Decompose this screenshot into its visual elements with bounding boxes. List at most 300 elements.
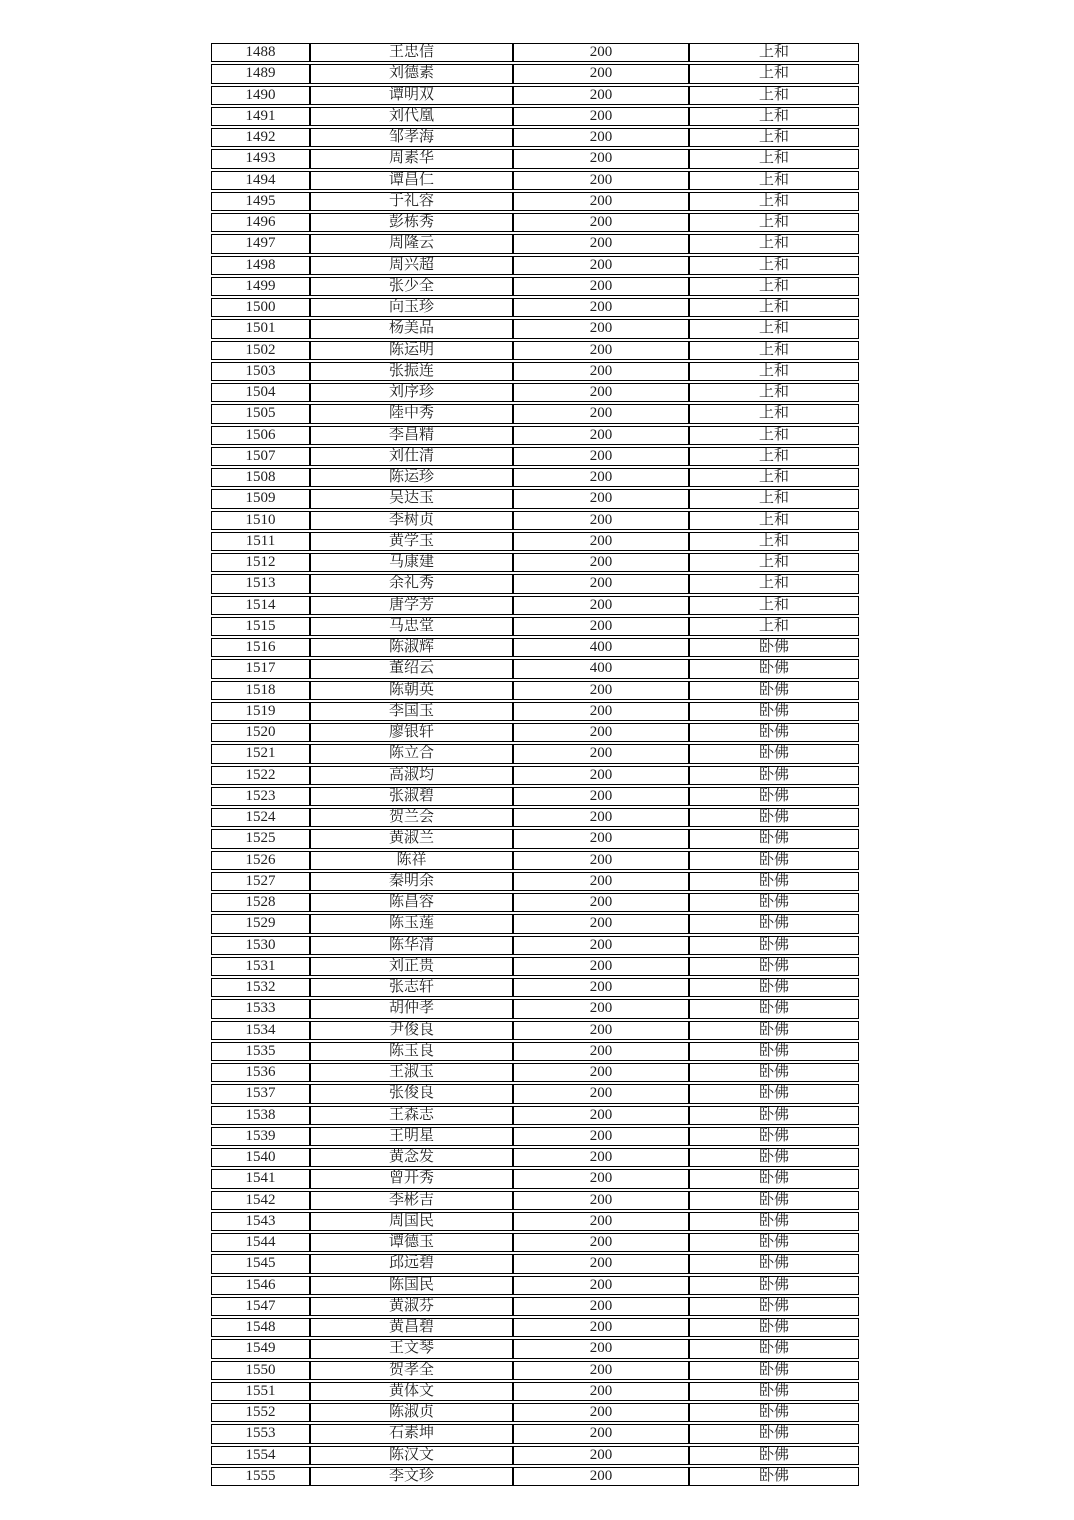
amount-cell: 200 — [513, 213, 689, 232]
location-cell: 卧佛 — [689, 1233, 859, 1252]
name-cell: 尹俊良 — [310, 1021, 513, 1040]
table-row — [211, 659, 859, 678]
location-cell: 卧佛 — [689, 1403, 859, 1422]
table-row — [211, 1297, 859, 1316]
serial-cell: 1519 — [211, 702, 310, 721]
location-cell: 上和 — [689, 171, 859, 190]
amount-cell: 200 — [513, 1361, 689, 1380]
location-cell: 卧佛 — [689, 702, 859, 721]
amount-cell: 200 — [513, 511, 689, 530]
amount-cell: 200 — [513, 447, 689, 466]
name-cell: 周国民 — [310, 1212, 513, 1231]
location-cell: 上和 — [689, 234, 859, 253]
serial-cell: 1550 — [211, 1361, 310, 1380]
location-cell: 卧佛 — [689, 872, 859, 891]
serial-cell: 1521 — [211, 744, 310, 763]
table-row — [211, 1467, 859, 1486]
location-cell: 卧佛 — [689, 1063, 859, 1082]
serial-cell: 1503 — [211, 362, 310, 381]
location-cell: 卧佛 — [689, 1042, 859, 1061]
amount-cell: 200 — [513, 1254, 689, 1273]
amount-cell: 200 — [513, 787, 689, 806]
location-cell: 卧佛 — [689, 1084, 859, 1103]
amount-cell: 200 — [513, 1063, 689, 1082]
table-row — [211, 319, 859, 338]
location-cell: 卧佛 — [689, 851, 859, 870]
amount-cell: 200 — [513, 468, 689, 487]
name-cell: 马忠堂 — [310, 617, 513, 636]
name-cell: 王文琴 — [310, 1339, 513, 1358]
location-cell: 上和 — [689, 192, 859, 211]
amount-cell: 200 — [513, 1106, 689, 1125]
serial-cell: 1513 — [211, 574, 310, 593]
amount-cell: 200 — [513, 1424, 689, 1443]
amount-cell: 200 — [513, 128, 689, 147]
serial-cell: 1524 — [211, 808, 310, 827]
name-cell: 王忠信 — [310, 43, 513, 62]
name-cell: 陈立合 — [310, 744, 513, 763]
serial-cell: 1518 — [211, 681, 310, 700]
serial-cell: 1527 — [211, 872, 310, 891]
location-cell: 卧佛 — [689, 808, 859, 827]
table-row — [211, 1276, 859, 1295]
location-cell: 卧佛 — [689, 1297, 859, 1316]
location-cell: 上和 — [689, 574, 859, 593]
name-cell: 董绍云 — [310, 659, 513, 678]
name-cell: 陈运明 — [310, 341, 513, 360]
name-cell: 黄念发 — [310, 1148, 513, 1167]
serial-cell: 1507 — [211, 447, 310, 466]
location-cell: 卧佛 — [689, 914, 859, 933]
location-cell: 卧佛 — [689, 1106, 859, 1125]
location-cell: 卧佛 — [689, 766, 859, 785]
table-row — [211, 511, 859, 530]
location-cell: 卧佛 — [689, 1318, 859, 1337]
location-cell: 卧佛 — [689, 1446, 859, 1465]
name-cell: 秦明余 — [310, 872, 513, 891]
table-row — [211, 893, 859, 912]
table-row — [211, 681, 859, 700]
location-cell: 上和 — [689, 64, 859, 83]
amount-cell: 200 — [513, 86, 689, 105]
location-cell: 上和 — [689, 532, 859, 551]
table-row — [211, 596, 859, 615]
amount-cell: 200 — [513, 914, 689, 933]
serial-cell: 1499 — [211, 277, 310, 296]
name-cell: 石素坤 — [310, 1424, 513, 1443]
serial-cell: 1549 — [211, 1339, 310, 1358]
table-row — [211, 851, 859, 870]
location-cell: 上和 — [689, 149, 859, 168]
amount-cell: 200 — [513, 426, 689, 445]
amount-cell: 200 — [513, 404, 689, 423]
location-cell: 上和 — [689, 277, 859, 296]
name-cell: 曾开秀 — [310, 1169, 513, 1188]
name-cell: 唐学芳 — [310, 596, 513, 615]
amount-cell: 200 — [513, 702, 689, 721]
serial-cell: 1488 — [211, 43, 310, 62]
serial-cell: 1533 — [211, 999, 310, 1018]
table-row — [211, 1084, 859, 1103]
table-body — [211, 43, 859, 1486]
table-row — [211, 383, 859, 402]
amount-cell: 200 — [513, 1233, 689, 1252]
serial-cell: 1514 — [211, 596, 310, 615]
location-cell: 卧佛 — [689, 1169, 859, 1188]
amount-cell: 200 — [513, 1467, 689, 1486]
table-row — [211, 808, 859, 827]
table-row — [211, 999, 859, 1018]
table-row — [211, 617, 859, 636]
name-cell: 陈华清 — [310, 936, 513, 955]
name-cell: 陈祥 — [310, 851, 513, 870]
name-cell: 王森志 — [310, 1106, 513, 1125]
location-cell: 卧佛 — [689, 1339, 859, 1358]
name-cell: 陈国民 — [310, 1276, 513, 1295]
name-cell: 胡仲孝 — [310, 999, 513, 1018]
amount-cell: 200 — [513, 957, 689, 976]
serial-cell: 1510 — [211, 511, 310, 530]
name-cell: 陈淑辉 — [310, 638, 513, 657]
amount-cell: 200 — [513, 893, 689, 912]
serial-cell: 1543 — [211, 1212, 310, 1231]
name-cell: 彭栋秀 — [310, 213, 513, 232]
amount-cell: 200 — [513, 256, 689, 275]
location-cell: 卧佛 — [689, 1127, 859, 1146]
table-row — [211, 64, 859, 83]
serial-cell: 1498 — [211, 256, 310, 275]
location-cell: 上和 — [689, 553, 859, 572]
amount-cell: 200 — [513, 1339, 689, 1358]
name-cell: 高淑均 — [310, 766, 513, 785]
serial-cell: 1505 — [211, 404, 310, 423]
amount-cell: 200 — [513, 341, 689, 360]
table-row — [211, 86, 859, 105]
location-cell: 卧佛 — [689, 957, 859, 976]
table-row — [211, 468, 859, 487]
amount-cell: 200 — [513, 1318, 689, 1337]
location-cell: 卧佛 — [689, 1276, 859, 1295]
amount-cell: 200 — [513, 1446, 689, 1465]
name-cell: 吴达玉 — [310, 489, 513, 508]
table-row — [211, 171, 859, 190]
location-cell: 卧佛 — [689, 829, 859, 848]
amount-cell: 200 — [513, 1042, 689, 1061]
table-row — [211, 404, 859, 423]
table-row — [211, 766, 859, 785]
location-cell: 卧佛 — [689, 978, 859, 997]
location-cell: 卧佛 — [689, 1191, 859, 1210]
amount-cell: 200 — [513, 1191, 689, 1210]
serial-cell: 1532 — [211, 978, 310, 997]
serial-cell: 1489 — [211, 64, 310, 83]
amount-cell: 200 — [513, 319, 689, 338]
amount-cell: 200 — [513, 936, 689, 955]
table-row — [211, 256, 859, 275]
serial-cell: 1495 — [211, 192, 310, 211]
name-cell: 李文珍 — [310, 1467, 513, 1486]
serial-cell: 1546 — [211, 1276, 310, 1295]
amount-cell: 200 — [513, 1403, 689, 1422]
serial-cell: 1552 — [211, 1403, 310, 1422]
table-row — [211, 192, 859, 211]
location-cell: 上和 — [689, 256, 859, 275]
serial-cell: 1531 — [211, 957, 310, 976]
table-row — [211, 362, 859, 381]
amount-cell: 200 — [513, 1276, 689, 1295]
location-cell: 卧佛 — [689, 1212, 859, 1231]
location-cell: 卧佛 — [689, 1361, 859, 1380]
name-cell: 刘仕清 — [310, 447, 513, 466]
name-cell: 贺兰会 — [310, 808, 513, 827]
name-cell: 刘代凰 — [310, 107, 513, 126]
table-row — [211, 1212, 859, 1231]
amount-cell: 200 — [513, 64, 689, 83]
location-cell: 卧佛 — [689, 744, 859, 763]
location-cell: 上和 — [689, 404, 859, 423]
serial-cell: 1555 — [211, 1467, 310, 1486]
location-cell: 上和 — [689, 43, 859, 62]
serial-cell: 1548 — [211, 1318, 310, 1337]
amount-cell: 200 — [513, 362, 689, 381]
table-row — [211, 107, 859, 126]
name-cell: 黄淑芬 — [310, 1297, 513, 1316]
name-cell: 陈汉文 — [310, 1446, 513, 1465]
location-cell: 上和 — [689, 468, 859, 487]
serial-cell: 1534 — [211, 1021, 310, 1040]
amount-cell: 200 — [513, 1297, 689, 1316]
table-row — [211, 978, 859, 997]
location-cell: 上和 — [689, 107, 859, 126]
amount-cell: 400 — [513, 659, 689, 678]
serial-cell: 1525 — [211, 829, 310, 848]
location-cell: 卧佛 — [689, 1254, 859, 1273]
serial-cell: 1535 — [211, 1042, 310, 1061]
table-row — [211, 1318, 859, 1337]
name-cell: 张志轩 — [310, 978, 513, 997]
amount-cell: 200 — [513, 1021, 689, 1040]
location-cell: 上和 — [689, 617, 859, 636]
location-cell: 上和 — [689, 128, 859, 147]
name-cell: 谭德玉 — [310, 1233, 513, 1252]
serial-cell: 1501 — [211, 319, 310, 338]
table-row — [211, 489, 859, 508]
serial-cell: 1539 — [211, 1127, 310, 1146]
name-cell: 张淑碧 — [310, 787, 513, 806]
location-cell: 上和 — [689, 511, 859, 530]
table-row — [211, 914, 859, 933]
table-row — [211, 128, 859, 147]
serial-cell: 1520 — [211, 723, 310, 742]
amount-cell: 200 — [513, 1212, 689, 1231]
serial-cell: 1511 — [211, 532, 310, 551]
amount-cell: 200 — [513, 1382, 689, 1401]
serial-cell: 1502 — [211, 341, 310, 360]
table-row — [211, 957, 859, 976]
serial-cell: 1542 — [211, 1191, 310, 1210]
serial-cell: 1526 — [211, 851, 310, 870]
table-row — [211, 234, 859, 253]
location-cell: 上和 — [689, 426, 859, 445]
table-row — [211, 532, 859, 551]
amount-cell: 200 — [513, 617, 689, 636]
amount-cell: 200 — [513, 1148, 689, 1167]
serial-cell: 1509 — [211, 489, 310, 508]
serial-cell: 1523 — [211, 787, 310, 806]
amount-cell: 400 — [513, 638, 689, 657]
table-row — [211, 341, 859, 360]
location-cell: 卧佛 — [689, 1424, 859, 1443]
location-cell: 卧佛 — [689, 1021, 859, 1040]
name-cell: 张少全 — [310, 277, 513, 296]
amount-cell: 200 — [513, 766, 689, 785]
serial-cell: 1541 — [211, 1169, 310, 1188]
serial-cell: 1544 — [211, 1233, 310, 1252]
name-cell: 邹孝海 — [310, 128, 513, 147]
serial-cell: 1515 — [211, 617, 310, 636]
table-row — [211, 1339, 859, 1358]
name-cell: 陈玉良 — [310, 1042, 513, 1061]
name-cell: 李树贞 — [310, 511, 513, 530]
amount-cell: 200 — [513, 532, 689, 551]
name-cell: 周素华 — [310, 149, 513, 168]
table-row — [211, 277, 859, 296]
amount-cell: 200 — [513, 489, 689, 508]
name-cell: 陸中秀 — [310, 404, 513, 423]
location-cell: 卧佛 — [689, 1382, 859, 1401]
location-cell: 上和 — [689, 319, 859, 338]
table-row — [211, 1233, 859, 1252]
name-cell: 黄昌碧 — [310, 1318, 513, 1337]
table-row — [211, 744, 859, 763]
table-row — [211, 1424, 859, 1443]
name-cell: 刘正贵 — [310, 957, 513, 976]
serial-cell: 1529 — [211, 914, 310, 933]
table-row — [211, 1021, 859, 1040]
table-row — [211, 1361, 859, 1380]
table-row — [211, 1254, 859, 1273]
name-cell: 李国玉 — [310, 702, 513, 721]
amount-cell: 200 — [513, 553, 689, 572]
name-cell: 邱远碧 — [310, 1254, 513, 1273]
table-row — [211, 829, 859, 848]
table-row — [211, 149, 859, 168]
name-cell: 李彬吉 — [310, 1191, 513, 1210]
amount-cell: 200 — [513, 574, 689, 593]
serial-cell: 1530 — [211, 936, 310, 955]
serial-cell: 1512 — [211, 553, 310, 572]
serial-cell: 1500 — [211, 298, 310, 317]
location-cell: 上和 — [689, 341, 859, 360]
location-cell: 卧佛 — [689, 787, 859, 806]
amount-cell: 200 — [513, 149, 689, 168]
table-row — [211, 298, 859, 317]
location-cell: 上和 — [689, 596, 859, 615]
serial-cell: 1537 — [211, 1084, 310, 1103]
serial-cell: 1490 — [211, 86, 310, 105]
serial-cell: 1517 — [211, 659, 310, 678]
name-cell: 贺孝全 — [310, 1361, 513, 1380]
table-row — [211, 1403, 859, 1422]
data-table — [211, 41, 859, 1488]
location-cell: 卧佛 — [689, 999, 859, 1018]
name-cell: 刘德素 — [310, 64, 513, 83]
location-cell: 上和 — [689, 383, 859, 402]
location-cell: 卧佛 — [689, 723, 859, 742]
amount-cell: 200 — [513, 681, 689, 700]
serial-cell: 1554 — [211, 1446, 310, 1465]
amount-cell: 200 — [513, 192, 689, 211]
location-cell: 上和 — [689, 447, 859, 466]
name-cell: 王淑玉 — [310, 1063, 513, 1082]
location-cell: 卧佛 — [689, 659, 859, 678]
name-cell: 黄淑兰 — [310, 829, 513, 848]
name-cell: 廖银轩 — [310, 723, 513, 742]
name-cell: 刘序珍 — [310, 383, 513, 402]
table-row — [211, 553, 859, 572]
location-cell: 卧佛 — [689, 638, 859, 657]
table-row — [211, 1191, 859, 1210]
table-row — [211, 638, 859, 657]
serial-cell: 1547 — [211, 1297, 310, 1316]
amount-cell: 200 — [513, 43, 689, 62]
amount-cell: 200 — [513, 383, 689, 402]
table-row — [211, 1148, 859, 1167]
name-cell: 余礼秀 — [310, 574, 513, 593]
amount-cell: 200 — [513, 744, 689, 763]
table-row — [211, 213, 859, 232]
location-cell: 上和 — [689, 213, 859, 232]
table-row — [211, 43, 859, 62]
serial-cell: 1497 — [211, 234, 310, 253]
name-cell: 黄体文 — [310, 1382, 513, 1401]
table-row — [211, 1042, 859, 1061]
serial-cell: 1528 — [211, 893, 310, 912]
location-cell: 卧佛 — [689, 936, 859, 955]
amount-cell: 200 — [513, 851, 689, 870]
name-cell: 陈朝英 — [310, 681, 513, 700]
serial-cell: 1516 — [211, 638, 310, 657]
location-cell: 卧佛 — [689, 893, 859, 912]
serial-cell: 1504 — [211, 383, 310, 402]
serial-cell: 1551 — [211, 1382, 310, 1401]
name-cell: 马康建 — [310, 553, 513, 572]
location-cell: 卧佛 — [689, 1467, 859, 1486]
serial-cell: 1536 — [211, 1063, 310, 1082]
table-row — [211, 1106, 859, 1125]
table-row — [211, 1446, 859, 1465]
amount-cell: 200 — [513, 1084, 689, 1103]
table-row — [211, 1063, 859, 1082]
name-cell: 陈运珍 — [310, 468, 513, 487]
name-cell: 于礼容 — [310, 192, 513, 211]
location-cell: 上和 — [689, 362, 859, 381]
amount-cell: 200 — [513, 234, 689, 253]
name-cell: 黄学玉 — [310, 532, 513, 551]
table-row — [211, 574, 859, 593]
location-cell: 卧佛 — [689, 1148, 859, 1167]
serial-cell: 1545 — [211, 1254, 310, 1273]
amount-cell: 200 — [513, 107, 689, 126]
amount-cell: 200 — [513, 829, 689, 848]
serial-cell: 1493 — [211, 149, 310, 168]
name-cell: 周兴超 — [310, 256, 513, 275]
name-cell: 李昌精 — [310, 426, 513, 445]
table-row — [211, 723, 859, 742]
serial-cell: 1494 — [211, 171, 310, 190]
location-cell: 上和 — [689, 298, 859, 317]
name-cell: 陈玉莲 — [310, 914, 513, 933]
